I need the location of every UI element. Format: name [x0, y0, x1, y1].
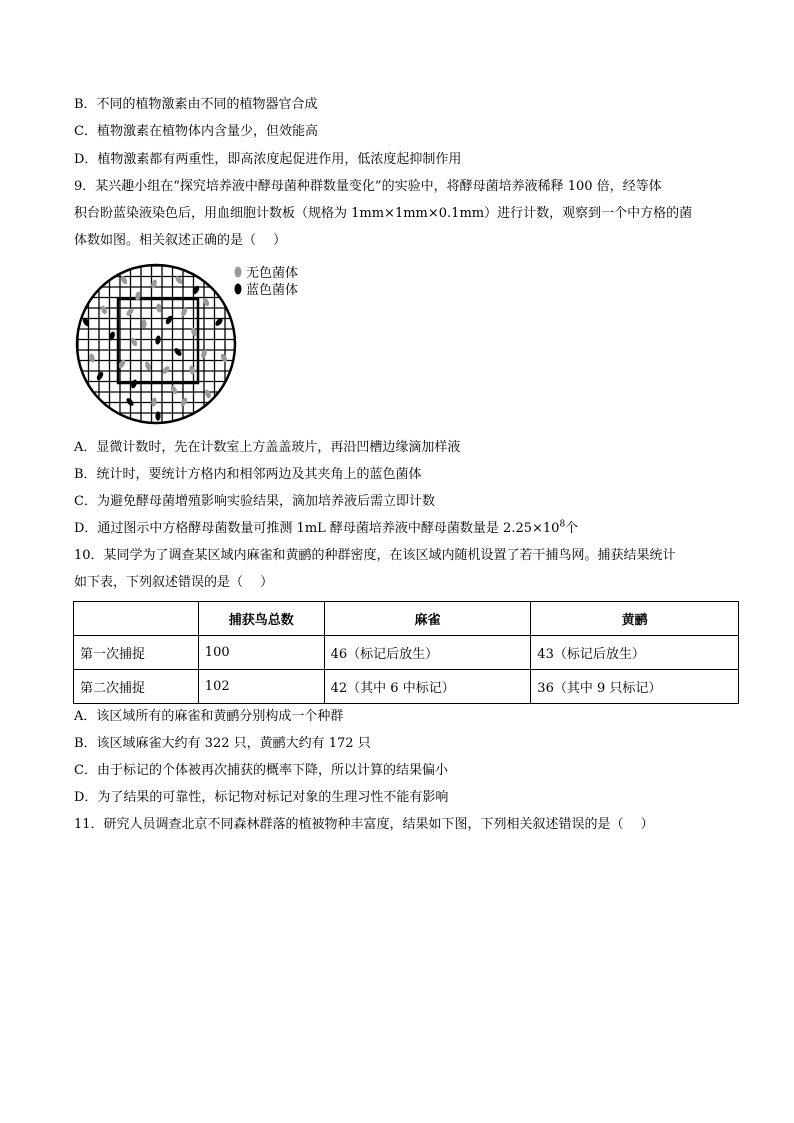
colorless-cell: [189, 365, 196, 375]
q9-option-d-exponent: 8: [559, 519, 566, 530]
blue-cell: [155, 335, 162, 345]
colorless-cell: [89, 353, 96, 363]
q9-option-a: A．显微计数时，先在计数室上方盖盖玻片，再沿凹槽边缘滴加样液: [74, 440, 461, 455]
q10-stem-line1: 10．某同学为了调查某区域内麻雀和黄鹂的种群密度，在该区域内随机设置了若干捕鸟网。捕获结果统计: [74, 548, 676, 563]
q9-option-d: [74, 520, 578, 538]
table-cell: 43（标记后放生）: [531, 636, 739, 670]
capture-results-table: [73, 601, 739, 704]
table-header-cell: 麻雀: [324, 602, 531, 636]
q9-option-d-suffix: 个: [565, 521, 579, 536]
table-header-row: [74, 602, 739, 636]
colorless-cell: [141, 319, 146, 328]
table-row: [74, 636, 739, 670]
q10-option-d: D．为了结果的可靠性，标记物对标记对象的生理习性不能有影响: [74, 790, 449, 805]
table-header-cell: [74, 602, 199, 636]
table-cell: 100: [198, 636, 324, 670]
legend-colorless-label: 无色菌体: [246, 266, 299, 281]
q9-option-c: C．为避免酵母菌增殖影响实验结果，滴加培养液后需立即计数: [74, 494, 435, 509]
table-cell: 36（其中 9 只标记）: [531, 670, 739, 704]
table-cell: 第一次捕捉: [74, 636, 199, 670]
colorless-cell: [201, 297, 210, 308]
table-header-cell: 捕获鸟总数: [198, 602, 324, 636]
blue-cell: [191, 285, 200, 296]
colorless-cell: [219, 353, 228, 364]
table-header-cell: 黄鹂: [531, 602, 739, 636]
table-row: [74, 670, 739, 704]
q9-option-b: B．统计时，要统计方格内和相邻两边及其夹角上的蓝色菌体: [74, 467, 422, 482]
table-cell: 46（标记后放生）: [324, 636, 531, 670]
legend-blue-marker: [235, 284, 242, 295]
colorless-cell: [144, 361, 152, 371]
colorless-cell: [100, 305, 108, 315]
legend-colorless-marker: [235, 267, 242, 278]
q10-option-a: A．该区域所有的麻雀和黄鹂分别构成一个种群: [74, 709, 344, 724]
blue-cell: [95, 371, 104, 382]
hemocytometer-diagram: [74, 262, 314, 427]
q9-stem-line1: 9．某兴趣小组在“探究培养液中酵母菌种群数量变化”的实验中，将酵母菌培养液稀释 100 倍，经等体: [74, 179, 662, 194]
blue-cell: [173, 347, 183, 357]
table-cell: 第二次捕捉: [74, 670, 199, 704]
q9-stem-line3: 体数如图。相关叙述正确的是（ ）: [74, 233, 287, 248]
q8-option-c: C．植物激素在植物体内含量少，但效能高: [74, 124, 318, 139]
legend-blue-label: 蓝色菌体: [246, 283, 299, 298]
colorless-cell: [204, 389, 212, 399]
q8-option-b: B．不同的植物激素由不同的植物器官合成: [74, 97, 318, 112]
q8-option-d: D．植物激素都有两重性，即高浓度起促进作用，低浓度起抑制作用: [74, 152, 462, 167]
colorless-cell: [169, 385, 178, 396]
q9-option-d-text: D．通过图示中方格酵母菌数量可推测 1mL 酵母菌培养液中酵母菌数量是 2.25×10: [74, 521, 560, 536]
table-cell: 102: [198, 670, 324, 704]
q10-stem-line2: 如下表，下列叙述错误的是（ ）: [74, 575, 274, 590]
q10-option-c: C．由于标记的个体被再次捕获的概率下降，所以计算的结果偏小: [74, 763, 448, 778]
q9-stem-line2: 积台盼蓝染液染色后，用血细胞计数板（规格为 1mm×1mm×0.1mm）进行计数，观察到一个中方格的菌: [74, 206, 693, 221]
blue-cell: [155, 411, 160, 420]
q11-stem: 11．研究人员调查北京不同森林群落的植被物种丰富度，结果如下图，下列相关叙述错误的是（ ）: [74, 817, 654, 832]
q10-option-b: B．该区域麻雀大约有 322 只，黄鹂大约有 172 只: [74, 736, 371, 751]
table-cell: 42（其中 6 中标记）: [324, 670, 531, 704]
